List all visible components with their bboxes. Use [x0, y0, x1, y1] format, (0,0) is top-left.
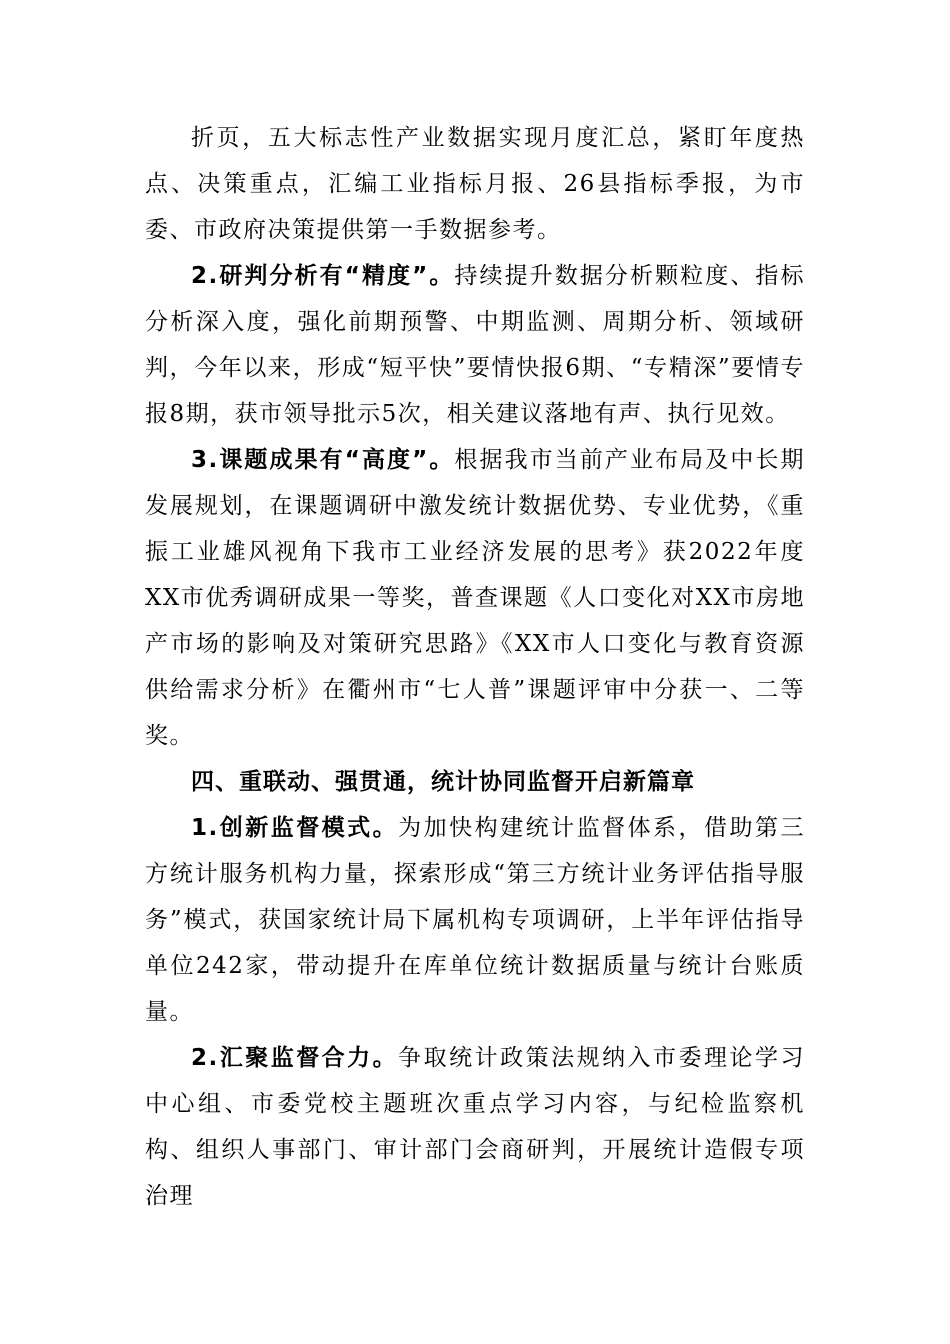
paragraph-lead: 1.创新监督模式。 — [191, 815, 399, 841]
paragraph-text: 根据我市当前产业布局及中长期发展规划，在课题调研中激发统计数据优势、专业优势，《重振工业雄风视角下我市工业经济发展的思考》获2022年度XX市优秀调研成果一等奖，普查课题《人口变化对XX市房地产市场的影响及对策研究思路》《XX市人口变化与教育资源供给需求分析》在衢州市“七人普”课题评审中分获一、二等奖。 — [145, 447, 805, 749]
paragraph-text: 为加快构建统计监督体系，借助第三方统计服务机构力量，探索形成“第三方统计业务评估指导服务”模式，获国家统计局下属机构专项调研，上半年评估指导单位242家，带动提升在库单位统计数据质量与统计台账质量。 — [145, 815, 805, 1025]
paragraph-research-height — [145, 437, 805, 759]
paragraph-text: 持续提升数据分析颗粒度、指标分析深入度，强化前期预警、中期监测、周期分析、领域研判，今年以来，形成“短平快”要情快报6期、“专精深”要情专报8期，获市领导批示5次，相关建议落地有声、执行见效。 — [145, 263, 805, 427]
paragraph-supervision-model — [145, 805, 805, 1035]
paragraph-analysis-precision — [145, 253, 805, 437]
paragraph-continued — [145, 115, 805, 253]
section-heading: 四、重联动、强贯通，统计协同监督开启新篇章 — [191, 769, 695, 795]
paragraph-text: 争取统计政策法规纳入市委理论学习中心组、市委党校主题班次重点学习内容，与纪检监察机构、组织人事部门、审计部门会商研判，开展统计造假专项治理 — [145, 1045, 805, 1209]
paragraph-lead: 2.研判分析有“精度”。 — [191, 263, 455, 289]
paragraph-lead: 2.汇聚监督合力。 — [191, 1045, 399, 1071]
paragraph-lead: 3.课题成果有“高度”。 — [191, 447, 455, 473]
paragraph-text: 折页，五大标志性产业数据实现月度汇总，紧盯年度热点、决策重点，汇编工业指标月报、26县指标季报，为市委、市政府决策提供第一手数据参考。 — [145, 125, 805, 243]
document-page — [145, 115, 805, 1219]
paragraph-supervision-synergy — [145, 1035, 805, 1219]
